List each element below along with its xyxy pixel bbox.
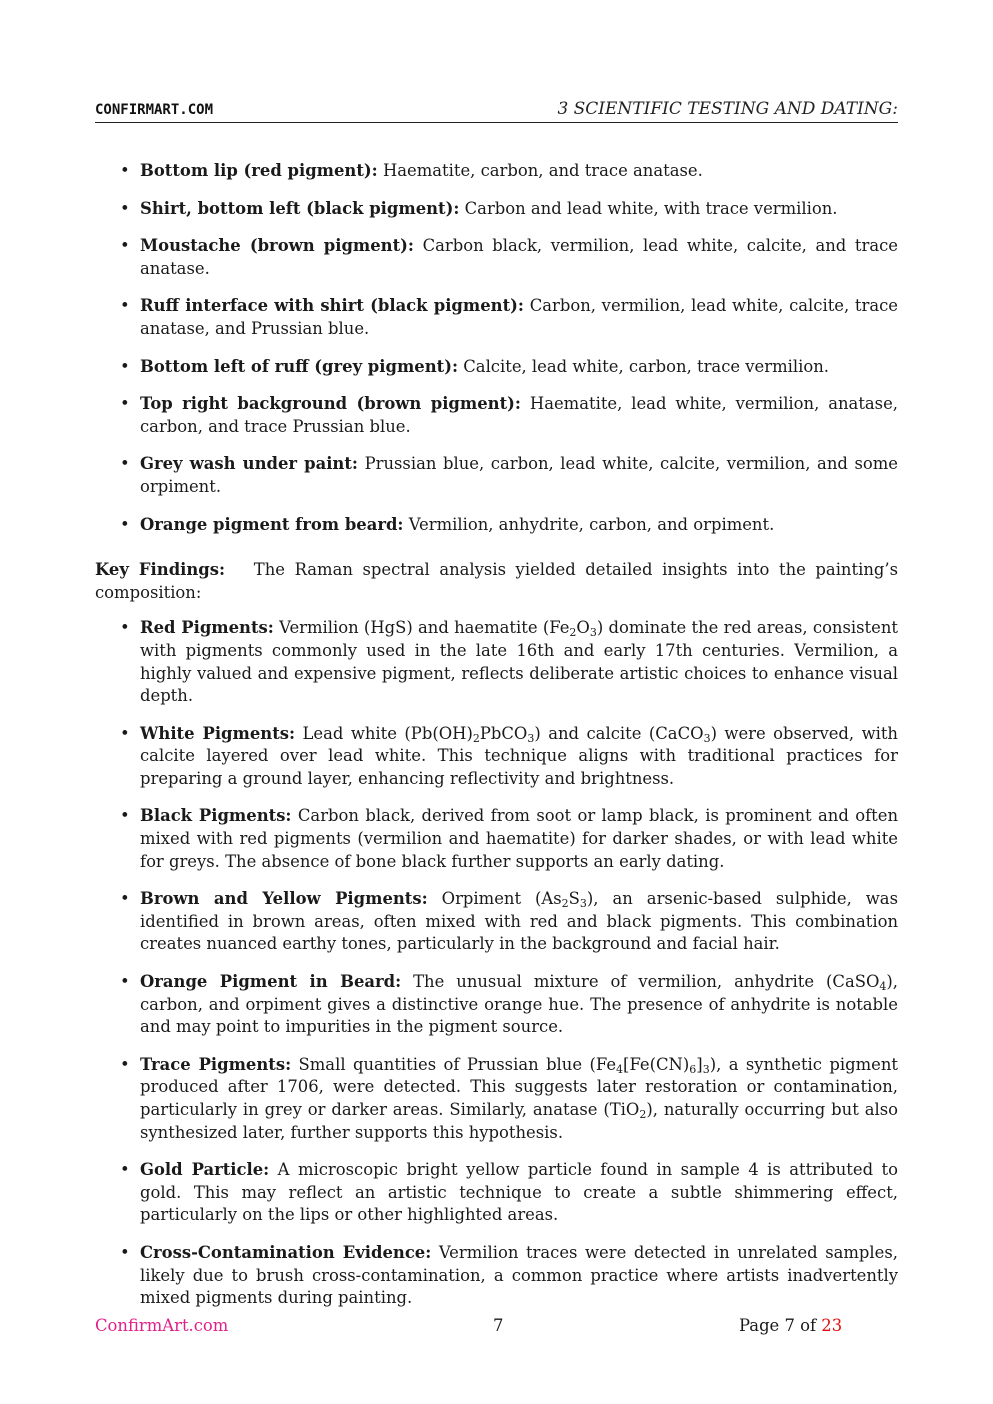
list-item — [95, 160, 898, 183]
item-text: ) were observed, with calcite layered over lead white. This technique aligns with traditional practices for preparing a ground layer, enhancing reflectivity and brightness. — [140, 723, 898, 788]
item-text: Lead white (Pb(OH) — [302, 723, 473, 743]
subscript: 2 — [569, 626, 577, 640]
item-label: Ruff interface with shirt (black pigment): — [140, 296, 524, 316]
sample-list — [95, 160, 898, 536]
item-label: Gold Particle: — [140, 1160, 270, 1180]
item-label: Bottom lip (red pigment): — [140, 161, 378, 180]
item-text: ) dominate the red areas, consistent with pigments commonly used in the late 16th and early 17th centuries. Vermilion, a highly valued and expensive pigment, reflects deliberate artistic choices to enhance visual depth. — [140, 618, 898, 706]
subscript: 6 — [689, 1062, 697, 1076]
item-label: Orange pigment from beard: — [140, 514, 404, 534]
list-item — [95, 1242, 898, 1310]
subscript: 4 — [616, 1062, 624, 1076]
item-text: Small quantities of Prussian blue (Fe — [298, 1054, 617, 1074]
list-item — [95, 514, 898, 537]
item-label: Moustache (brown pigment): — [140, 236, 414, 256]
item-text: Carbon, vermilion, lead white, calcite, trace anatase, and Prussian blue. — [140, 296, 898, 338]
list-item — [95, 393, 898, 438]
item-text: ), carbon, and orpiment gives a distinctive orange hue. The presence of anhydrite is notable and may point to impurities in the pigment source. — [140, 972, 899, 1037]
list-item — [95, 971, 898, 1039]
list-item — [95, 617, 898, 707]
item-text: Orpiment (As — [441, 889, 562, 909]
item-text: PbCO — [479, 723, 528, 743]
item-label: Black Pigments: — [140, 806, 292, 826]
key-findings-heading: Key Findings: — [95, 560, 226, 580]
item-text: ), an arsenic-based sulphide, was identified in brown areas, often mixed with red and black pigments. This combination creates nuanced earthy tones, particularly in the background and facial hair. — [140, 889, 898, 954]
item-text: Carbon black, derived from soot or lamp black, is prominent and often mixed with red pigments (vermilion and haematite) for darker shades, or with lead white for greys. The absence of bone black further supports an early dating. — [140, 806, 899, 871]
list-item — [95, 888, 898, 956]
list-item — [95, 356, 898, 379]
item-text: ) and calcite (CaCO — [534, 723, 704, 743]
item-text: S — [568, 889, 580, 909]
item-label: Shirt, bottom left (black pigment): — [140, 198, 460, 218]
item-text: Vermilion, anhydrite, carbon, and orpiment. — [408, 514, 775, 534]
list-item — [95, 1054, 898, 1144]
page-content — [95, 160, 898, 1325]
running-title: 3 SCIENTIFIC TESTING AND DATING: — [557, 99, 898, 119]
item-text: Vermilion traces were detected in unrelated samples, likely due to brush cross-contamination, a common practice where artists inadvertently mixed pigments during painting. — [140, 1242, 898, 1308]
item-label: Trace Pigments: — [140, 1054, 292, 1074]
item-label: Brown and Yellow Pigments: — [140, 889, 428, 909]
item-text: The unusual mixture of vermilion, anhydrite (CaSO — [413, 972, 880, 992]
item-label: White Pigments: — [140, 723, 296, 743]
subscript: 3 — [527, 731, 535, 745]
subscript: 3 — [702, 1062, 710, 1076]
item-text: ), a synthetic pigment produced after 1706, were detected. This suggests later restoration or contamination, particularly in grey or darker areas. Similarly, anatase (TiO — [140, 1054, 898, 1119]
list-item — [95, 453, 898, 498]
item-text: Vermilion (HgS) and haematite (Fe — [279, 618, 570, 638]
item-text: Carbon and lead white, with trace vermilion. — [464, 198, 838, 218]
item-text: Haematite, carbon, and trace anatase. — [382, 161, 703, 180]
page-total-link[interactable]: 23 — [821, 1316, 843, 1335]
subscript: 2 — [561, 897, 569, 911]
item-label: Cross-Contamination Evidence: — [140, 1242, 432, 1262]
item-label: Grey wash under paint: — [140, 454, 358, 474]
subscript: 3 — [703, 731, 711, 745]
subscript: 2 — [639, 1108, 647, 1121]
list-item — [95, 1159, 898, 1227]
page-footer — [95, 1316, 898, 1338]
item-label: Bottom left of ruff (grey pigment): — [140, 356, 459, 376]
footer-site-link[interactable]: ConfirmArt.com — [95, 1316, 229, 1335]
subscript: 4 — [879, 980, 887, 994]
footer-page-number: 7 — [493, 1316, 504, 1335]
item-text: Haematite, lead white, vermilion, anatase, carbon, and trace Prussian blue. — [140, 394, 899, 436]
item-text: A microscopic bright yellow particle found in sample 4 is attributed to gold. This may reflect an artistic technique to create a subtle shimmering effect, particularly on the lips or other highlighted areas. — [140, 1160, 898, 1225]
item-text: [Fe(CN) — [623, 1054, 690, 1074]
item-text: Prussian blue, carbon, lead white, calcite, vermilion, and some orpiment. — [140, 454, 898, 496]
key-findings-intro: The Raman spectral analysis yielded detailed insights into the painting’s composition: — [95, 560, 898, 602]
subscript: 2 — [472, 731, 480, 745]
key-findings-paragraph — [95, 559, 898, 604]
page-prefix: Page 7 of — [739, 1316, 817, 1335]
item-label: Red Pigments: — [140, 618, 274, 638]
item-text: Calcite, lead white, carbon, trace vermilion. — [463, 356, 829, 376]
item-label: Orange Pigment in Beard: — [140, 972, 402, 992]
item-text: O — [576, 618, 590, 638]
site-logo: CONFIRMART.COM — [95, 102, 214, 118]
item-text: ), naturally occurring but also synthesized later, further supports this hypothesis. — [140, 1100, 898, 1142]
subscript: 3 — [589, 626, 597, 640]
list-item — [95, 295, 898, 340]
findings-list — [95, 617, 898, 1309]
footer-page-count — [739, 1316, 842, 1335]
item-label: Top right background (brown pigment): — [140, 394, 521, 414]
subscript: 3 — [579, 897, 587, 911]
list-item — [95, 235, 898, 280]
list-item — [95, 723, 898, 791]
page-header — [95, 98, 898, 123]
item-text: ] — [696, 1054, 703, 1074]
list-item — [95, 198, 898, 221]
list-item — [95, 805, 898, 873]
item-text: Carbon black, vermilion, lead white, calcite, and trace anatase. — [140, 236, 898, 278]
